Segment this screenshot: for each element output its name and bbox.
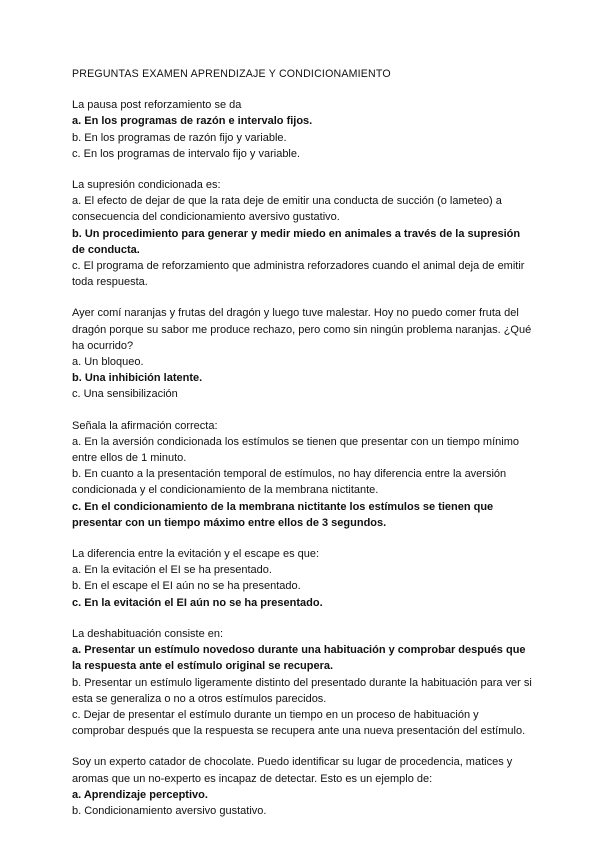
option-b-correct: b. Un procedimiento para generar y medir miedo en animales a través de la supresión de conducta.: [72, 227, 521, 256]
question-stem: La deshabituación consiste en:: [72, 627, 224, 640]
question-2: [72, 177, 532, 290]
document-title: PREGUNTAS EXAMEN APRENDIZAJE Y CONDICIONAMIENTO: [72, 68, 391, 80]
option-a-correct: a. Presentar un estímulo novedoso durante una habituación y comprobar después que la respuesta ante el estímulo original se recupera.: [72, 644, 526, 673]
option-b: b. En los programas de razón fijo y variable.: [72, 131, 287, 144]
question-3: [72, 305, 532, 402]
option-a-correct: a. En los programas de razón e intervalo fijos.: [72, 115, 313, 128]
question-stem: Señala la afirmación correcta:: [72, 419, 218, 432]
option-a: a. Un bloqueo.: [72, 356, 144, 369]
option-a: a. En la aversión condicionada los estímulos se tienen que presentar con un tiempo mínimo entre ellos de 1 minuto.: [72, 435, 519, 465]
option-a-correct: a. Aprendizaje perceptivo.: [72, 788, 208, 801]
option-a: a. En la evitación el EI se ha presentado.: [72, 564, 272, 577]
option-c: c. Una sensibilización: [72, 388, 178, 401]
question-7: [72, 754, 532, 819]
option-c: c. En los programas de intervalo fijo y variable.: [72, 147, 301, 160]
question-stem: Soy un experto catador de chocolate. Puedo identificar su lugar de procedencia, matices y aromas que un no-experto es incapaz de detectar. Esto es un ejemplo de:: [72, 756, 513, 785]
question-stem: La diferencia entre la evitación y el escape es que:: [72, 548, 320, 561]
option-b: b. En el escape el EI aún no se ha presentado.: [72, 580, 301, 593]
option-b-correct: b. Una inhibición latente.: [72, 372, 203, 385]
option-a: a. El efecto de dejar de que la rata deje de emitir una conducta de succión (o lameteo) a consecuencia del condicionamiento aversivo gustativo.: [72, 195, 502, 224]
option-b: b. Condicionamiento aversivo gustativo.: [72, 804, 267, 817]
question-5: [72, 546, 532, 611]
option-c: c. Dejar de presentar el estímulo durante un tiempo en un proceso de habituación y comprobar después que la respuesta se recupera ante una nueva presentación del estímulo.: [72, 708, 526, 738]
option-c-correct: c. En la evitación el EI aún no se ha presentado.: [72, 596, 323, 609]
document-page: [72, 66, 532, 834]
question-1: [72, 97, 532, 162]
option-c-correct: c. En el condicionamiento de la membrana nictitante los estímulos se tienen que presentar con un tiempo máximo entre ellos de 3 segundos.: [72, 500, 494, 529]
question-stem: La pausa post reforzamiento se da: [72, 99, 242, 112]
option-b: b. Presentar un estímulo ligeramente distinto del presentado durante la habituación para ver si esta se generaliza o no a otros estímulos parecidos.: [72, 676, 532, 705]
option-b: b. En cuanto a la presentación temporal de estímulos, no hay diferencia entre la aversión condicionada y el condicionamiento de la membrana nictitante.: [72, 468, 507, 497]
question-6: [72, 626, 532, 739]
question-stem: Ayer comí naranjas y frutas del dragón y luego tuve malestar. Hoy no puedo comer fruta del dragón porque su sabor me produce rechazo, pero como sin ningún problema naranjas. ¿Qué ha ocurrido?: [72, 307, 532, 352]
question-stem: La supresión condicionada es:: [72, 179, 221, 192]
option-c: c. El programa de reforzamiento que administra reforzadores cuando el animal deja de emitir toda respuesta.: [72, 260, 525, 289]
question-4: [72, 418, 532, 531]
